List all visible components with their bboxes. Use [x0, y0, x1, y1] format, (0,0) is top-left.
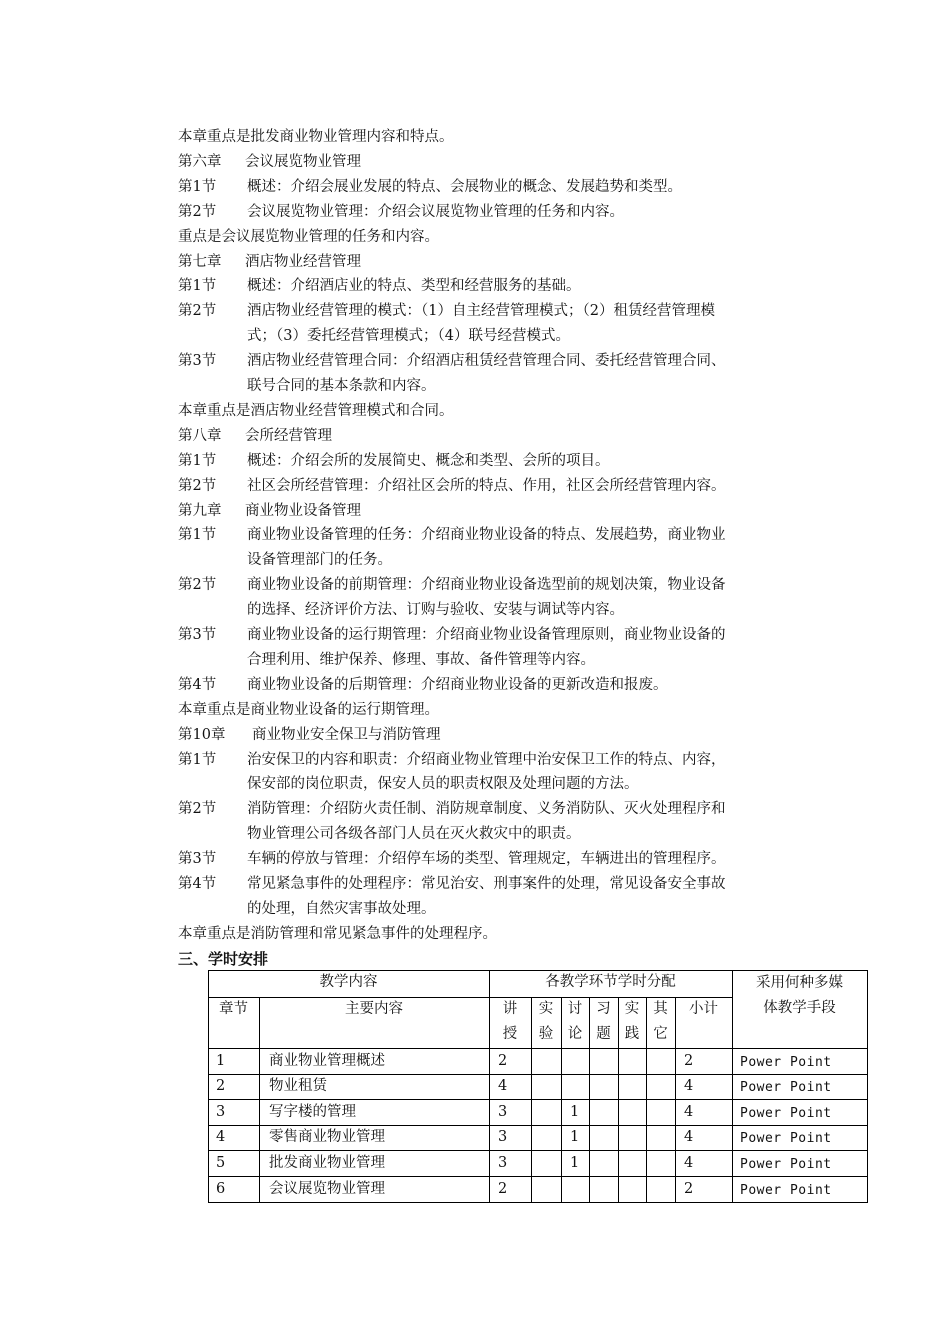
section-text: 酒店物业经营管理合同：介绍酒店租赁经营管理合同、委托经营管理合同、	[247, 353, 726, 370]
section-label: 第3节	[178, 851, 217, 868]
cell-media: Power Point	[740, 1156, 832, 1172]
header-media-line2: 体教学手段	[763, 1000, 836, 1016]
header-subtotal: 小计	[689, 1001, 718, 1017]
section-text: 概述：介绍会展业发展的特点、会展物业的概念、发展趋势和类型。	[247, 178, 682, 195]
cell-hours-lecture: 3	[498, 1103, 508, 1120]
section-text: 商业物业设备的前期管理：介绍商业物业设备选型前的规划决策，物业设备	[247, 577, 726, 594]
cell-chapter-number: 3	[216, 1103, 226, 1120]
cell-main-content: 商业物业管理概述	[269, 1052, 385, 1069]
section-text: 治安保卫的内容和职责：介绍商业物业管理中治安保卫工作的特点、内容，	[247, 751, 726, 768]
cell-chapter-number: 6	[216, 1180, 226, 1197]
cell-hours-subtotal: 2	[684, 1052, 694, 1069]
column-divider	[675, 997, 676, 1203]
section-text: 酒店物业经营管理的模式：（1）自主经营管理模式；（2）租赁经营管理模	[247, 303, 715, 320]
section-text: 保安部的岗位职责，保安人员的职责权限及处理问题的方法。	[247, 776, 639, 793]
header-subcol-char: 实	[538, 1001, 554, 1017]
cell-main-content: 物业租赁	[269, 1078, 327, 1095]
header-main-content: 主要内容	[345, 1001, 403, 1017]
chapter-label: 第九章	[178, 502, 222, 519]
summary-line: 本章重点是批发商业物业管理内容和特点。	[178, 129, 454, 145]
section-label: 第3节	[178, 353, 217, 370]
section-text: 式；（3）委托经营管理模式；（4）联号经营模式。	[247, 328, 570, 345]
section-label: 第1节	[178, 178, 217, 195]
header-subcol-char: 授	[502, 1026, 518, 1042]
header-subcol-char: 它	[653, 1026, 668, 1042]
section-text: 商业物业设备的运行期管理：介绍商业物业设备管理原则，商业物业设备的	[247, 627, 726, 643]
cell-main-content: 会议展览物业管理	[269, 1180, 385, 1197]
table-right-border	[867, 970, 868, 1203]
cell-hours-lecture: 3	[498, 1129, 508, 1146]
section-heading-schedule: 三、学时安排	[178, 950, 269, 968]
section-label: 第4节	[178, 876, 217, 892]
chapter-label: 第七章	[178, 253, 222, 270]
chapter-label: 第八章	[178, 427, 222, 444]
cell-main-content: 零售商业物业管理	[269, 1129, 385, 1146]
section-label: 第2节	[178, 303, 217, 320]
header-chapter: 章节	[219, 1001, 248, 1017]
summary-line: 重点是会议展览物业管理的任务和内容。	[178, 228, 439, 245]
cell-hours-subtotal: 2	[684, 1180, 694, 1197]
cell-hours-lecture: 3	[498, 1154, 508, 1171]
section-text: 概述：介绍会所的发展简史、概念和类型、会所的项目。	[247, 452, 610, 469]
column-divider	[259, 997, 260, 1203]
section-text: 合理利用、维护保养、修理、事故、备件管理等内容。	[247, 651, 595, 668]
section-label: 第4节	[178, 676, 217, 693]
section-label: 第1节	[178, 452, 217, 469]
section-label: 第2节	[178, 577, 217, 594]
section-text: 车辆的停放与管理：介绍停车场的类型、管理规定，车辆进出的管理程序。	[247, 851, 726, 868]
summary-line: 本章重点是酒店物业经营管理模式和合同。	[178, 402, 454, 419]
cell-hours-subtotal: 4	[684, 1154, 694, 1171]
header-subcol-char: 论	[567, 1026, 583, 1042]
section-text: 的选择、经济评价方法、订购与验收、安装与调试等内容。	[247, 602, 624, 619]
cell-hours-discuss: 1	[570, 1129, 580, 1146]
header-subcol-char: 其	[653, 1001, 668, 1017]
cell-media: Power Point	[740, 1080, 832, 1096]
section-label: 第1节	[178, 278, 217, 295]
summary-line: 本章重点是消防管理和常见紧急事件的处理程序。	[178, 925, 497, 942]
header-subcol-char: 习	[596, 1001, 611, 1017]
header-subcol-char: 讨	[567, 1001, 583, 1017]
cell-hours-lecture: 2	[498, 1052, 508, 1069]
chapter-title: 会议展览物业管理	[245, 153, 361, 170]
cell-hours-discuss: 1	[570, 1154, 580, 1171]
section-label: 第2节	[178, 203, 217, 220]
header-subcol-char: 讲	[502, 1001, 518, 1017]
section-label: 第2节	[178, 477, 217, 494]
section-text: 消防管理：介绍防火责任制、消防规章制度、义务消防队、灭火处理程序和	[247, 801, 726, 818]
header-subcol-char: 实	[624, 1001, 640, 1017]
section-text: 的处理，自然灾害事故处理。	[247, 900, 436, 917]
cell-media: Power Point	[740, 1182, 832, 1198]
cell-media: Power Point	[740, 1131, 832, 1147]
section-text: 物业管理公司各级各部门人员在灭火救灾中的职责。	[247, 826, 581, 843]
section-text: 商业物业设备的后期管理：介绍商业物业设备的更新改造和报废。	[247, 676, 668, 693]
summary-line: 本章重点是商业物业设备的运行期管理。	[178, 701, 439, 718]
section-text: 概述：介绍酒店业的特点、类型和经营服务的基础。	[247, 278, 581, 295]
cell-chapter-number: 4	[216, 1129, 226, 1146]
cell-hours-discuss: 1	[570, 1103, 580, 1120]
cell-main-content: 写字楼的管理	[269, 1103, 356, 1120]
section-text: 设备管理部门的任务。	[247, 552, 392, 569]
cell-chapter-number: 1	[216, 1052, 226, 1069]
cell-media: Power Point	[740, 1054, 832, 1070]
section-text: 社区会所经营管理：介绍社区会所的特点、作用，社区会所经营管理内容。	[247, 477, 726, 494]
section-text: 会议展览物业管理：介绍会议展览物业管理的任务和内容。	[247, 203, 624, 220]
section-text: 常见紧急事件的处理程序：常见治安、刑事案件的处理，常见设备安全事故	[247, 876, 726, 892]
section-label: 第2节	[178, 801, 217, 818]
header-media-line1: 采用何种多媒	[756, 975, 843, 991]
section-text: 商业物业设备管理的任务：介绍商业物业设备的特点、发展趋势，商业物业	[247, 527, 726, 544]
chapter-title: 商业物业安全保卫与消防管理	[252, 726, 441, 743]
header-subcol-char: 践	[624, 1026, 640, 1042]
section-text: 联号合同的基本条款和内容。	[247, 378, 436, 394]
header-subcol-char: 题	[596, 1026, 611, 1042]
cell-chapter-number: 5	[216, 1154, 226, 1171]
chapter-label: 第10章	[178, 726, 226, 743]
header-teaching-content: 教学内容	[319, 974, 378, 990]
cell-hours-subtotal: 4	[684, 1078, 694, 1095]
section-label: 第3节	[178, 627, 217, 643]
section-label: 第1节	[178, 527, 217, 544]
cell-hours-lecture: 2	[498, 1180, 508, 1197]
cell-main-content: 批发商业物业管理	[269, 1154, 385, 1171]
cell-chapter-number: 2	[216, 1078, 226, 1095]
cell-media: Power Point	[740, 1105, 832, 1121]
header-subcol-char: 验	[538, 1026, 554, 1042]
cell-hours-lecture: 4	[498, 1078, 508, 1095]
chapter-title: 酒店物业经营管理	[245, 253, 361, 270]
header-hours-allocation: 各教学环节学时分配	[545, 974, 676, 990]
cell-hours-subtotal: 4	[684, 1129, 694, 1146]
cell-hours-subtotal: 4	[684, 1103, 694, 1120]
chapter-title: 商业物业设备管理	[245, 502, 361, 519]
section-label: 第1节	[178, 751, 217, 768]
chapter-title: 会所经营管理	[245, 427, 332, 444]
chapter-label: 第六章	[178, 153, 222, 170]
